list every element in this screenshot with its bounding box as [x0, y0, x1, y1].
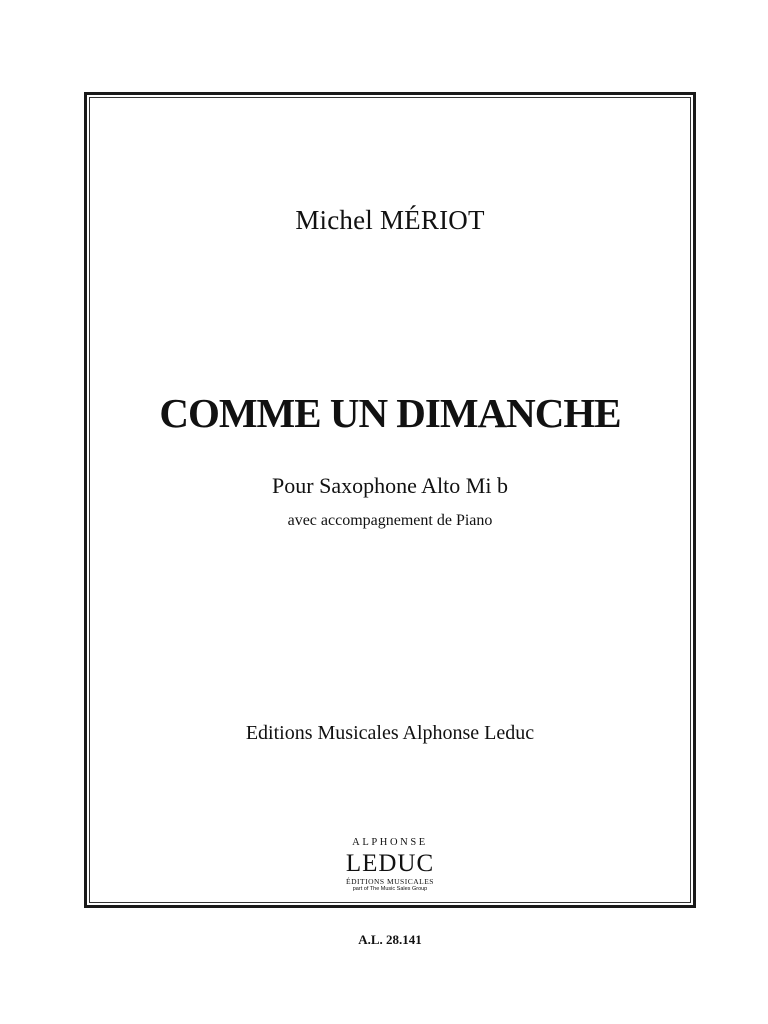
composer-name: Michel MÉRIOT	[295, 205, 485, 235]
publisher-name: Editions Musicales Alphonse Leduc	[245, 722, 535, 744]
accompaniment-line: avec accompagnement de Piano	[287, 512, 493, 529]
catalog-number: A.L. 28.141	[358, 932, 422, 947]
logo-main-word: LEDUC	[345, 849, 435, 877]
piece-title: COMME UN DIMANCHE	[159, 390, 621, 436]
logo-top-line: ALPHONSE	[352, 837, 428, 848]
instrument-line: Pour Saxophone Alto Mi b	[272, 473, 508, 498]
logo-group-line: part of The Music Sales Group	[352, 886, 428, 892]
publisher-logo	[338, 838, 442, 893]
logo-subtitle: ÉDITIONS MUSICALES	[346, 876, 434, 886]
